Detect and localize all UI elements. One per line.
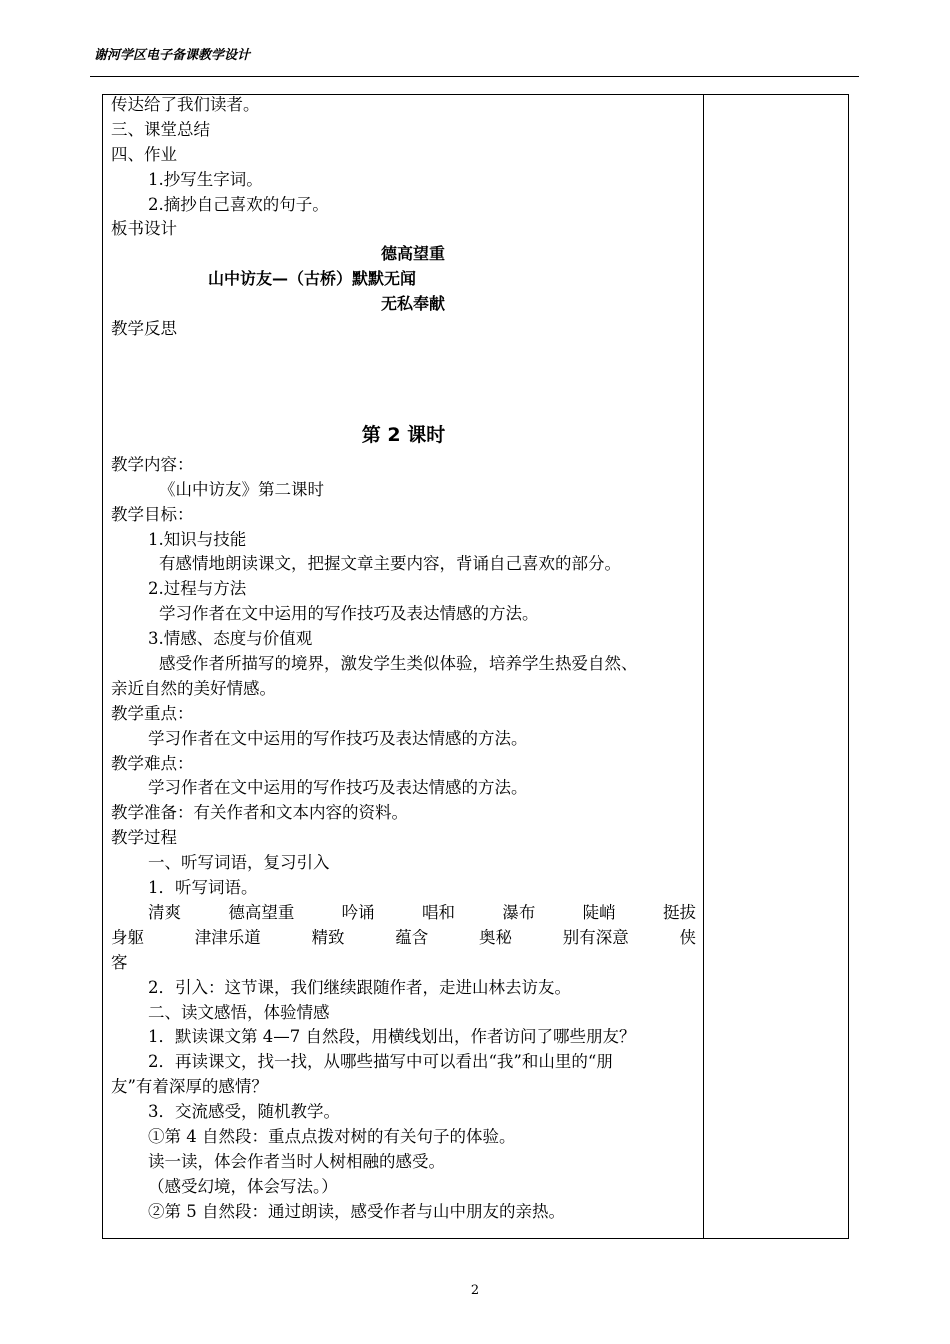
dictation-word: 津津乐道 xyxy=(194,927,261,947)
lesson-title: 第 2 课时 xyxy=(361,423,446,446)
homework-item: 1.抄写生字词。 xyxy=(148,169,263,189)
board-design-heading: 板书设计 xyxy=(111,219,177,239)
dictation-word: 瀑布 xyxy=(502,902,536,922)
text-line: 1．听写词语。 xyxy=(148,878,258,898)
dictation-word: 身躯 xyxy=(111,927,144,947)
board-line: 无私奉献 xyxy=(381,294,446,314)
reflection-heading: 教学反思 xyxy=(111,319,177,339)
text-line: 教学重点： xyxy=(111,703,194,723)
dictation-word: 蕴含 xyxy=(395,927,429,947)
text-line: 教学目标： xyxy=(111,504,194,524)
board-line: 山中访友—（古桥）默默无闻 xyxy=(208,269,417,289)
text-line: ②第 5 自然段：通过朗读，感受作者与山中朋友的亲热。 xyxy=(148,1201,565,1221)
text-line: 2.过程与方法 xyxy=(148,579,247,599)
text-line: 2．引入：这节课，我们继续跟随作者，走进山林去访友。 xyxy=(148,977,571,997)
dictation-words-row xyxy=(111,926,696,951)
dictation-word: 陡峭 xyxy=(582,902,616,922)
dictation-word: 德高望重 xyxy=(228,902,295,922)
reflection-space xyxy=(111,342,696,417)
text-line: 教学准备：有关作者和文本内容的资料。 xyxy=(111,803,408,823)
dictation-word: 侠 xyxy=(679,927,696,947)
text-line: 二、读文感悟，体验情感 xyxy=(148,1002,330,1022)
text-line: （感受幻境，体会写法。） xyxy=(148,1176,338,1196)
text-line: 学习作者在文中运用的写作技巧及表达情感的方法。 xyxy=(159,604,539,624)
header-rule xyxy=(90,76,859,77)
text-line: 亲近自然的美好情感。 xyxy=(111,678,276,698)
dictation-word: 挺拔 xyxy=(662,902,696,922)
text-line: 学习作者在文中运用的写作技巧及表达情感的方法。 xyxy=(148,778,528,798)
text-line: 3．交流感受，随机教学。 xyxy=(148,1102,340,1122)
text-line: 2．再读课文，找一找，从哪些描写中可以看出“我”和山里的“朋 xyxy=(148,1052,613,1072)
dictation-words-row xyxy=(111,901,696,926)
lesson-process xyxy=(111,976,696,1225)
page-number: 2 xyxy=(470,1283,480,1298)
lesson-body xyxy=(111,453,696,901)
dictation-word: 唱和 xyxy=(421,902,455,922)
text-line: 教学内容： xyxy=(111,454,194,474)
homework-item: 2.摘抄自己喜欢的句子。 xyxy=(148,194,329,214)
text-line: ①第 4 自然段：重点点拨对树的有关句子的体验。 xyxy=(148,1126,516,1146)
text-line: 学习作者在文中运用的写作技巧及表达情感的方法。 xyxy=(148,728,528,748)
dictation-word: 吟诵 xyxy=(341,902,375,922)
text-line: 传达给了我们读者。 xyxy=(111,95,260,114)
section-heading: 三、课堂总结 xyxy=(111,119,210,139)
text-line: 有感情地朗读课文，把握文章主要内容，背诵自己喜欢的部分。 xyxy=(159,554,621,574)
text-line: 感受作者所描写的境界，激发学生类似体验，培养学生热爱自然、 xyxy=(159,654,638,674)
dictation-word: 奥秘 xyxy=(479,927,512,947)
board-line: 德高望重 xyxy=(381,244,446,264)
lesson-content xyxy=(111,93,696,1225)
text-line: 1．默读课文第 4—7 自然段，用横线划出，作者访问了哪些朋友？ xyxy=(148,1027,636,1047)
text-line: 《山中访友》第二课时 xyxy=(159,479,324,499)
text-line: 1.知识与技能 xyxy=(148,529,247,549)
text-line: 读一读，体会作者当时人树相融的感受。 xyxy=(148,1151,445,1171)
text-line: 教学过程 xyxy=(111,828,177,848)
text-line: 友”有着深厚的感情？ xyxy=(111,1077,268,1097)
text-line: 一、听写词语，复习引入 xyxy=(148,853,330,873)
section-heading: 四、作业 xyxy=(111,144,177,164)
notes-column-divider xyxy=(703,94,704,1239)
dictation-word: 精致 xyxy=(311,927,345,947)
document-header-title: 谢河学区电子备课教学设计 xyxy=(94,48,251,63)
text-line: 3.情感、态度与价值观 xyxy=(148,629,313,649)
dictation-word: 清爽 xyxy=(148,902,181,922)
text-line: 教学难点： xyxy=(111,753,194,773)
dictation-word-continued: 客 xyxy=(111,952,128,972)
dictation-word: 别有深意 xyxy=(562,927,629,947)
